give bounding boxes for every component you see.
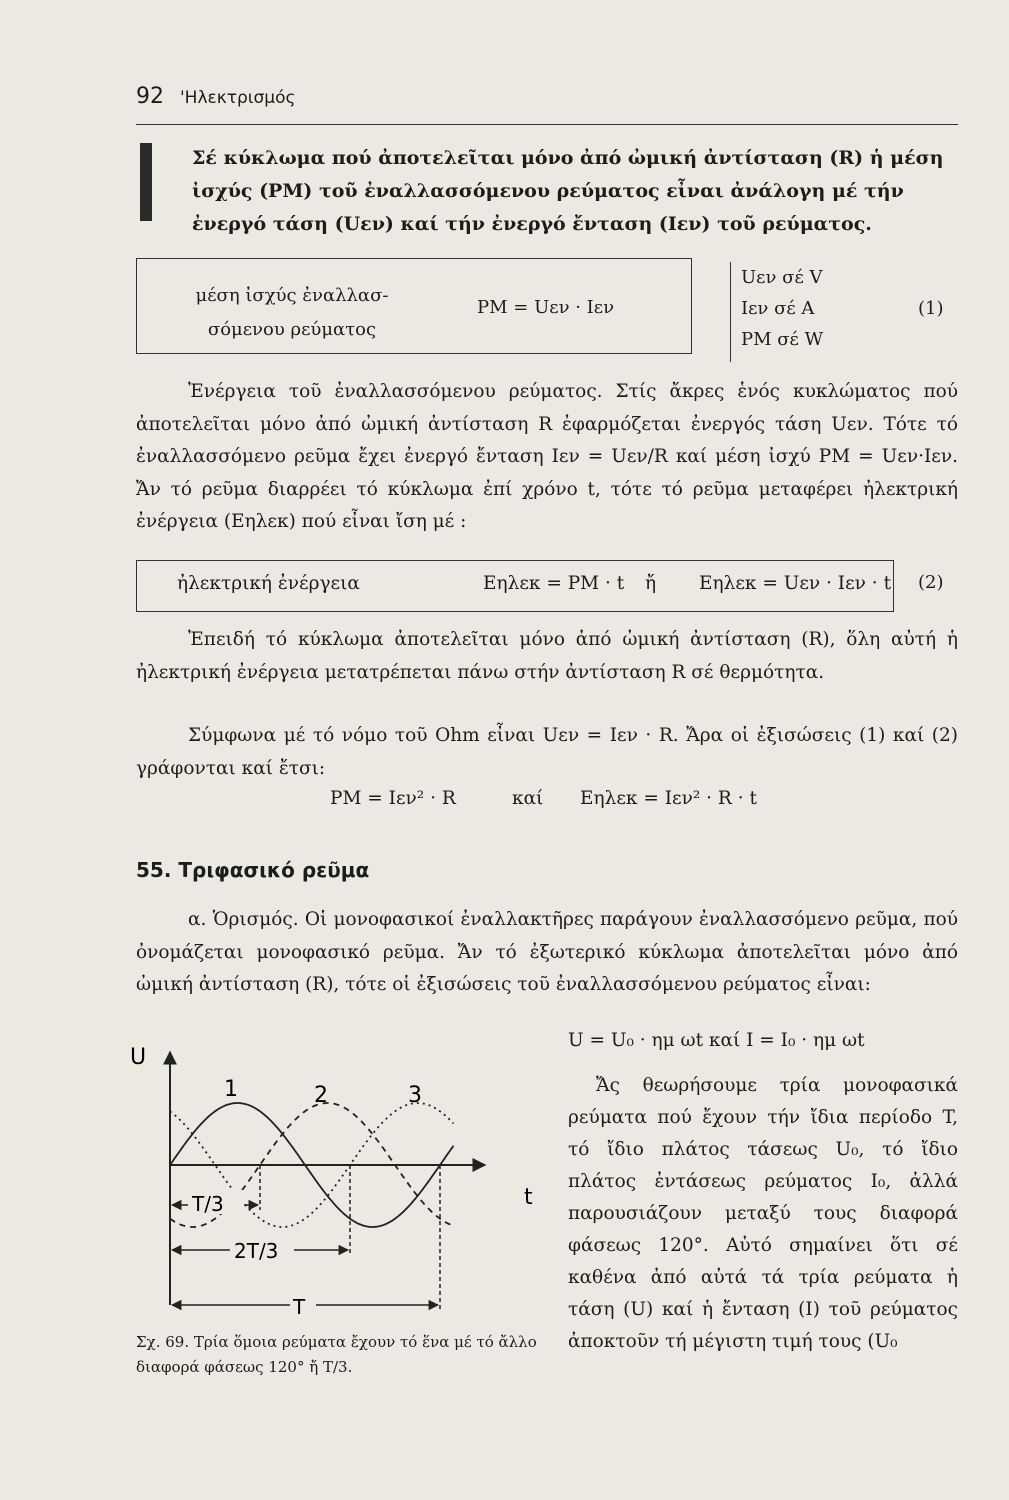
formula-1-units xyxy=(730,262,823,362)
paragraph-heat: Ἐπειδή τό κύκλωμα ἀποτελεῖται μόνο ἀπό ὠμική ἀντίσταση (R), ὅλη αὐτή ἡ ἠλεκτρική ἐνέργεια μετατρέπεται πάνω στήν ἀντίσταση R σέ θερμότητα. xyxy=(136,629,958,683)
formula-2-or: ἤ xyxy=(645,573,657,594)
equation-number-1: (1) xyxy=(918,298,944,319)
x-axis-label: t xyxy=(524,1185,533,1210)
page-header xyxy=(136,84,958,125)
formula-power-r: PM = Iεν² · R xyxy=(330,788,456,809)
formula-1-label xyxy=(167,279,417,347)
paragraph-definition: α. Ὁρισμός. Οἱ μονοφασικοί ἐναλλακτῆρες παράγουν ἐναλλασσόμενο ρεῦμα, πού ὀνομάζεται μονοφασικό ρεῦμα. Ἄν τό ἐξωτερικό κύκλωμα ἀποτελεῖται μόνο ἀπό ὠμική ἀντίσταση (R), τότε οἱ ἐξισώσεις τοῦ ἐναλλασσόμενου ρεύματος εἶναι: xyxy=(136,909,958,995)
curve-label-2: 2 xyxy=(314,1083,328,1108)
curve-label-3: 3 xyxy=(408,1083,422,1108)
formula-box-2 xyxy=(136,560,894,612)
running-title: 'Ηλεκτρισμός xyxy=(180,88,296,108)
y-axis-label: U xyxy=(130,1045,147,1070)
paragraph-ohm: Σύμφωνα μέ τό νόμο τοῦ Ohm εἶναι Uεν = Iεν · R. Ἄρα οἱ ἐξισώσεις (1) καί (2) γράφονται καί ἔτσι: xyxy=(136,725,958,779)
formula-2-equation-b: Eηλεκ = Uεν · Iεν · t xyxy=(699,573,892,594)
highlight-paragraph: Σέ κύκλωμα πού ἀποτελεῖται μόνο ἀπό ὠμική ἀντίσταση (R) ἡ μέση ἰσχύς (PM) τοῦ ἐναλλασσόμενου ρεύματος εἶναι ἀνάλογη μέ τήν ἐνεργό τάση (Uεν) καί τήν ἐνεργό ἔνταση (Iεν) τοῦ ρεύματος. xyxy=(192,147,944,235)
formula-2-equation-a: Eηλεκ = PM · t xyxy=(483,573,625,594)
formula-1-label-line1: μέση ἰσχύς ἐναλλασ- xyxy=(195,285,389,306)
highlight-bar xyxy=(140,143,152,221)
formula-energy-r: Eηλεκ = Iεν² · R · t xyxy=(580,788,757,809)
span-label-t3: T/3 xyxy=(192,1192,224,1216)
paragraph-three-phase: Ἄς θεωρήσουμε τρία μονοφασικά ρεύματα πού ἔχουν τήν ἴδια περίοδο T, τό ἴδιο πλάτος τάσεως U₀, τό ἴδιο πλάτος ἐντάσεως ρεύματος I₀, ἀλλά παρουσιάζουν μεταξύ τους διαφορά φάσεως 120°. Αὐτό σημαίνει ὅτι σέ καθένα ἀπό αὐτά τά τρία ρεύματα ἡ τάση (U) καί ἡ ἔνταση (I) τοῦ ρεύματος ἀποκτοῦν τή μέγιστη τιμή τους (U₀ xyxy=(568,1075,958,1352)
formula-box-1 xyxy=(136,258,692,354)
equation-number-2: (2) xyxy=(918,572,944,593)
formula-1-equation: PM = Uεν · Iεν xyxy=(477,297,615,318)
formula-1-label-line2: σόμενου ρεύματος xyxy=(207,319,377,340)
formula-and: καί xyxy=(512,788,544,809)
unit-current: Iεν σέ A xyxy=(741,298,815,319)
span-label-t: T xyxy=(293,1295,306,1319)
section-title: Τριφασικό ρεῦμα xyxy=(178,858,370,882)
span-label-2t3: 2T/3 xyxy=(234,1239,279,1263)
paragraph-energy: Ἐνέργεια τοῦ ἐναλλασσόμενου ρεύματος. Στίς ἄκρες ἑνός κυκλώματος πού ἀποτελεῖται μόνο ἀπό ὠμική ἀντίσταση R ἐφαρμόζεται ἐνεργός τάση Uεν. Τότε τό ἐναλλασσόμενο ρεῦμα ἔχει ἐνεργό ἔνταση Iεν = Uεν/R καί μέση ἰσχύ PM = Uεν·Iεν. Ἄν τό ρεῦμα διαρρέει τό κύκλωμα ἐπί χρόνο t, τότε τό ρεῦμα μεταφέρει ἠλεκτρική ἐνέργεια (Eηλεκ) πού εἶναι ἴση μέ : xyxy=(136,381,958,532)
formula-2-label: ἠλεκτρική ἐνέργεια xyxy=(177,573,360,594)
curve-label-1: 1 xyxy=(224,1077,238,1102)
unit-power: PM σέ W xyxy=(741,329,824,350)
formula-sine: U = U₀ · ημ ωt καί I = I₀ · ημ ωt xyxy=(568,1030,865,1051)
section-heading xyxy=(136,858,369,882)
figure-caption: Σχ. 69. Τρία ὅμοια ρεύματα ἔχουν τό ἕνα μέ τό ἄλλο διαφορά φάσεως 120° ἤ T/3. xyxy=(136,1333,537,1376)
page-number: 92 xyxy=(136,84,164,109)
section-number: 55. xyxy=(136,858,172,882)
unit-voltage: Uεν σέ V xyxy=(741,267,823,288)
three-phase-figure xyxy=(130,1040,550,1330)
